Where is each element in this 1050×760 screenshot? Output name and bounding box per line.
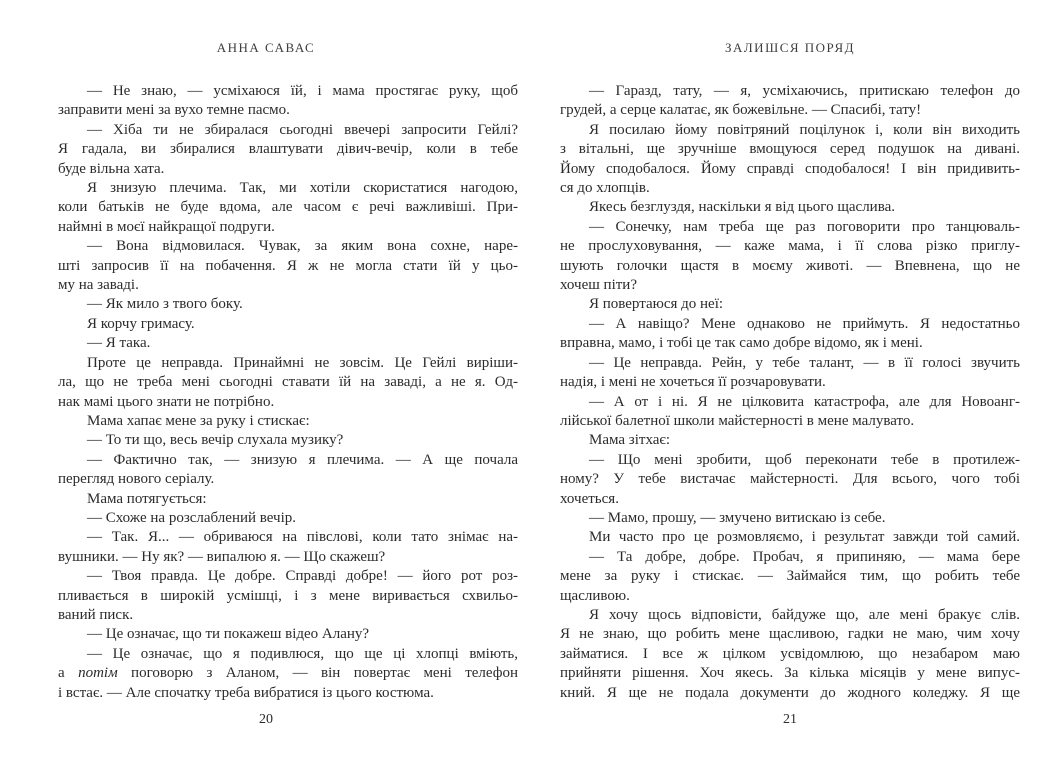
text-line: Проте це неправда. Принаймні не зовсім. Це Гейлі виріши- bbox=[87, 354, 518, 371]
running-header-title: ЗАЛИШСЯ ПОРЯД bbox=[724, 40, 856, 55]
text-line: Я повертаюся до неї: bbox=[589, 296, 724, 313]
text-line: вправна, мамо, і тобі це так само добре відомо, як і мені. bbox=[560, 335, 923, 352]
text-line: нак мамі цього знати не потрібно. bbox=[58, 393, 275, 410]
text-line: — Мамо, прошу, — змучено витискаю із себе. bbox=[589, 509, 886, 526]
text-line: ваний писк. bbox=[58, 606, 134, 623]
text-line: прийняти рішення. Хоч якесь. За кілька місяців у мене випус- bbox=[560, 665, 1020, 682]
text-line: грудей, а серце калатає, як божевільне. — Спасибі, тату! bbox=[560, 102, 922, 119]
text-line: Мама потягується: bbox=[87, 490, 207, 507]
text-line: ному? У тебе вистачає майстерності. Для всього, чого тобі bbox=[560, 471, 1020, 488]
page-number: 20 bbox=[259, 712, 273, 727]
text-line: перегляд нового серіалу. bbox=[58, 471, 215, 488]
text-line: — Я така. bbox=[87, 335, 151, 352]
page-text bbox=[560, 82, 1020, 703]
text-line: — Не знаю, — усміхаюся їй, і мама простягає руку, щоб bbox=[87, 83, 518, 99]
text-line: — Як мило з твого боку. bbox=[87, 296, 243, 313]
text-line: — А навіщо? Мене однаково не приймуть. Я недостатньо bbox=[589, 315, 1020, 332]
running-header-author: АННА САВАС bbox=[216, 40, 316, 55]
text-line: Якесь безглуздя, наскільки я від цього щаслива. bbox=[589, 199, 895, 216]
text-line: і встає. — Але спочатку треба вибратися із цього костюма. bbox=[58, 684, 434, 701]
text-line: Я хочу щось відповісти, байдуже що, але мені бракує слів. bbox=[589, 606, 1020, 623]
text-line: — Та добре, добре. Пробач, я припиняю, — мама бере bbox=[589, 548, 1020, 565]
text-line: — Що мені зробити, щоб переконати тебе в протилеж- bbox=[589, 451, 1020, 468]
text-line: хочеться. bbox=[560, 490, 619, 507]
text-line: — Твоя правда. Це добре. Справді добре! — його рот роз- bbox=[87, 568, 518, 585]
book-page-left bbox=[58, 40, 518, 740]
text-line: шують голочки щастя в моєму животі. — Впевнена, що не bbox=[560, 257, 1020, 274]
page-text bbox=[58, 82, 518, 703]
text-line: — Хіба ти не збиралася сьогодні ввечері запросити Гейлі? bbox=[87, 121, 518, 138]
page-number: 21 bbox=[783, 712, 797, 727]
text-line: Мама хапає мене за руку і стискає: bbox=[87, 412, 310, 429]
text-line: Я не знаю, що робить мене щасливою, гадки не маю, чим хочу bbox=[560, 626, 1020, 643]
text-line: Йому сподобалося. Йому справді сподобалося! І він придивить- bbox=[560, 160, 1020, 177]
text-line: му на заваді. bbox=[58, 277, 139, 294]
text-line: не прослуховування, — каже мама, і її слова різко приглу- bbox=[560, 238, 1020, 255]
text-line: — Вона відмовилася. Чувак, за яким вона сохне, наре- bbox=[87, 238, 518, 255]
text-line: — Це неправда. Рейн, у тебе талант, — в її голосі звучить bbox=[589, 354, 1020, 371]
text-line: вушники. — Ну як? — випалюю я. — Що скажеш? bbox=[58, 548, 386, 565]
text-line: а потім поговорю з Аланом, — він повертає мені телефон bbox=[58, 665, 518, 682]
text-line: ла, що не треба мені сьогодні ставати їй на заваді, а не я. Од- bbox=[58, 374, 518, 391]
text-line: — То ти що, весь вечір слухала музику? bbox=[87, 432, 344, 449]
text-line: кний. Я ще не подала документи до жодного коледжу. Я ще bbox=[560, 684, 1020, 701]
text-line: Я посилаю йому повітряний поцілунок і, коли він виходить bbox=[589, 121, 1020, 138]
text-line: Ми часто про це розмовляємо, і результат завжди той самий. bbox=[589, 529, 1020, 546]
text-line: коли батьків не буде вдома, але часом є речі важливіші. При- bbox=[58, 199, 518, 216]
text-line: з вітальні, ще зручніше вмощуюся серед подушок на дивані. bbox=[560, 141, 1020, 158]
text-line: — Так. Я... — обриваюся на півслові, коли тато знімає на- bbox=[87, 529, 518, 546]
text-line: Мама зітхає: bbox=[589, 432, 671, 449]
text-line: Я знизую плечима. Так, ми хотіли скористатися нагодою, bbox=[87, 180, 518, 197]
text-line: Я гадала, ви збиралися влаштувати дівич-вечір, коли в тебе bbox=[58, 141, 518, 158]
text-line: наймні в моєї найкращої подруги. bbox=[58, 218, 275, 235]
text-line: заправити мені за вухо темне пасмо. bbox=[58, 102, 290, 119]
book-page-right bbox=[560, 40, 1020, 740]
text-line: шті запросив її на побачення. Я ж не могла стати їй у цьо- bbox=[58, 257, 518, 274]
text-line: — Фактично так, — знизую я плечима. — А ще почала bbox=[87, 451, 518, 468]
text-line: — Сонечку, нам треба ще раз поговорити про танцюваль- bbox=[589, 218, 1020, 235]
text-line: ся до хлопців. bbox=[560, 180, 650, 197]
text-line: — Це означає, що ти покажеш відео Алану? bbox=[87, 626, 370, 643]
text-line: щасливою. bbox=[560, 587, 630, 604]
text-line: хочеш піти? bbox=[560, 277, 637, 294]
text-line: займатися. І все ж цілком усвідомлюю, що незабаром маю bbox=[560, 645, 1020, 662]
text-line: пливається в широкій усмішці, і з мене виривається схвильо- bbox=[58, 587, 518, 604]
text-line: — Це означає, що я подивлюся, що ще ці хлопці вміють, bbox=[87, 645, 518, 662]
text-line: мене за руку і стискає. — Займайся тим, що робить тебе bbox=[560, 568, 1020, 585]
text-line: Я корчу гримасу. bbox=[87, 315, 195, 332]
text-line: — Схоже на розслаблений вечір. bbox=[87, 509, 297, 526]
text-line: лійської балетної школи майстерності в мене малувато. bbox=[560, 412, 915, 429]
text-line: надія, і мені не хочеться її розчаровувати. bbox=[560, 374, 826, 391]
text-line: — А от і ні. Я не цілковита катастрофа, але для Новоанг- bbox=[589, 393, 1020, 410]
text-line: — Гаразд, тату, — я, усміхаючись, притискаю телефон до bbox=[589, 83, 1020, 99]
text-line: буде вільна хата. bbox=[58, 160, 165, 177]
